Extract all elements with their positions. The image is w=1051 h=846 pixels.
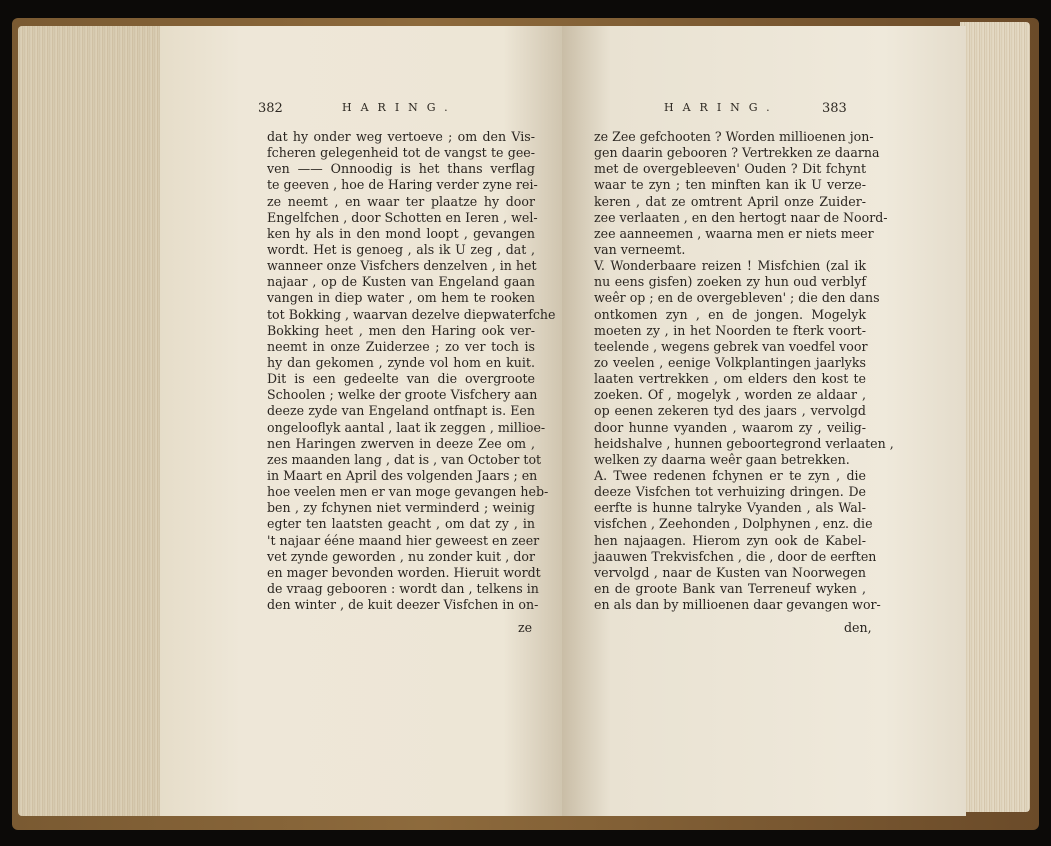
right-page-body (594, 129, 894, 613)
right-page-number: 383 (822, 101, 847, 116)
text-line: van verneemt. (594, 241, 686, 257)
text-line: ben , zy fchynen niet verminderd ; weinig (267, 500, 535, 516)
text-line: vangen in diep water , om hem te rooken (267, 290, 535, 306)
text-line: waar te zyn ; ten minften kan ik U verze- (594, 177, 866, 193)
text-line: zo veelen , eenige Volkplantingen jaarlyks (594, 354, 866, 370)
text-line: dat hy onder weg vertoeve ; om den Vis- (267, 129, 535, 144)
text-line: en als dan by millioenen daar gevangen wor- (594, 597, 881, 613)
right-catchword: den, (844, 620, 872, 635)
text-line: 't najaar ééne maand hier geweest en zeer (267, 532, 540, 548)
text-line: A. Twee redenen fchynen er te zyn , die (594, 467, 866, 483)
text-line: Engelfchen , door Schotten en Ieren , wel- (267, 209, 538, 225)
page-edges-right (960, 22, 1030, 812)
text-line: door hunne vyanden , waarom zy , veilig- (594, 419, 866, 435)
text-line: in Maart en April des volgenden Jaars ; en (267, 467, 538, 483)
text-line: gen daarin gebooren ? Vertrekken ze daarna (594, 145, 880, 161)
right-page-header (562, 101, 966, 119)
text-line: heidshalve , hunnen geboortegrond verlaaten , (594, 435, 894, 451)
page-edges-left (18, 26, 168, 816)
left-page-number: 382 (258, 101, 283, 116)
text-line: nu eens gisfen) zoeken zy hun oud verblyf (594, 274, 866, 290)
text-line: welken zy daarna weêr gaan betrekken. (594, 451, 850, 467)
left-page (160, 26, 564, 816)
text-line: Dit is een gedeelte van die overgroote (267, 371, 535, 387)
text-line: nen Haringen zwerven in deeze Zee om , (267, 435, 535, 451)
text-line: moeten zy , in het Noorden te fterk voort- (594, 322, 866, 338)
text-line: zee aanneemen , waarna men er niets meer (594, 225, 874, 241)
text-line: ze neemt , en waar ter plaatze hy door (267, 193, 535, 209)
text-line: ken hy als in den mond loopt , gevangen (267, 225, 535, 241)
text-line: Bokking heet , men den Haring ook ver- (267, 322, 535, 338)
text-line: hy dan gekomen , zynde vol hom en kuit. (267, 354, 535, 370)
text-line: vet zynde geworden , nu zonder kuit , dor (267, 548, 535, 564)
text-line: Schoolen ; welke der groote Visfchery aan (267, 387, 538, 403)
text-line: op eenen zekeren tyd des jaars , vervolgd (594, 403, 866, 419)
text-line: laaten vertrekken , om elders den kost te (594, 371, 866, 387)
text-line: deeze zyde van Engeland ontfnapt is. Een (267, 403, 535, 419)
text-line: egter ten laatsten geacht , om dat zy , in (267, 516, 535, 532)
text-line: fcheren gelegenheid tot de vangst te gee- (267, 145, 535, 161)
text-line: deeze Visfchen tot verhuizing dringen. De (594, 484, 866, 500)
text-line: tot Bokking , waarvan dezelve diepwaterfche (267, 306, 556, 322)
text-line: zee verlaaten , en den hertogt naar de Noord- (594, 209, 888, 225)
text-line: den winter , de kuit deezer Visfchen in on- (267, 597, 539, 613)
text-line: en mager bevonden worden. Hieruit wordt (267, 564, 541, 580)
text-line: visfchen , Zeehonden , Dolphynen , enz. die (594, 516, 873, 532)
text-line: jaauwen Trekvisfchen , die , door de eerften (594, 548, 877, 564)
text-line: ongelooflyk aantal , laat ik zeggen , millioe- (267, 419, 546, 435)
text-line: eerfte is hunne talryke Vyanden , als Wal- (594, 500, 866, 516)
text-line: de vraag gebooren : wordt dan , telkens in (267, 580, 539, 596)
text-line: neemt in onze Zuiderzee ; zo ver toch is (267, 338, 535, 354)
text-line: keren , dat ze omtrent April onze Zuider- (594, 193, 866, 209)
text-line: wordt. Het is genoeg , als ik U zeg , dat , (267, 241, 535, 257)
text-line: teelende , wegens gebrek van voedfel voor (594, 338, 868, 354)
left-catchword: ze (518, 620, 533, 635)
text-line: zoeken. Of , mogelyk , worden ze aldaar , (594, 387, 866, 403)
text-line: V. Wonderbaare reizen ! Misfchien (zal ik (594, 258, 866, 274)
text-line: wanneer onze Visfchers denzelven , in het (267, 258, 537, 274)
text-line: weêr op ; en de overgebleven' ; die den dans (594, 290, 880, 306)
text-line: en de groote Bank van Terreneuf wyken , (594, 580, 866, 596)
text-line: ontkomen zyn , en de jongen. Mogelyk (594, 306, 866, 322)
text-line: te geeven , hoe de Haring verder zyne rei- (267, 177, 538, 193)
text-line: met de overgebleeven' Ouden ? Dit fchynt (594, 161, 866, 177)
right-running-title: HARING. (664, 101, 779, 114)
right-page (562, 26, 966, 816)
text-line: najaar , op de Kusten van Engeland gaan (267, 274, 535, 290)
text-line: hoe veelen men er van moge gevangen heb- (267, 484, 549, 500)
left-page-body (267, 129, 556, 613)
left-running-title: HARING. (342, 101, 457, 114)
text-line: vervolgd , naar de Kusten van Noorwegen (594, 564, 866, 580)
text-line: ze Zee gefchooten ? Worden millioenen jon- (594, 129, 874, 144)
text-line: hen najaagen. Hierom zyn ook de Kabel- (594, 532, 866, 548)
text-line: zes maanden lang , dat is , van October tot (267, 451, 542, 467)
text-line: ven —— Onnoodig is het thans verflag (267, 161, 535, 177)
left-page-header (160, 101, 564, 119)
